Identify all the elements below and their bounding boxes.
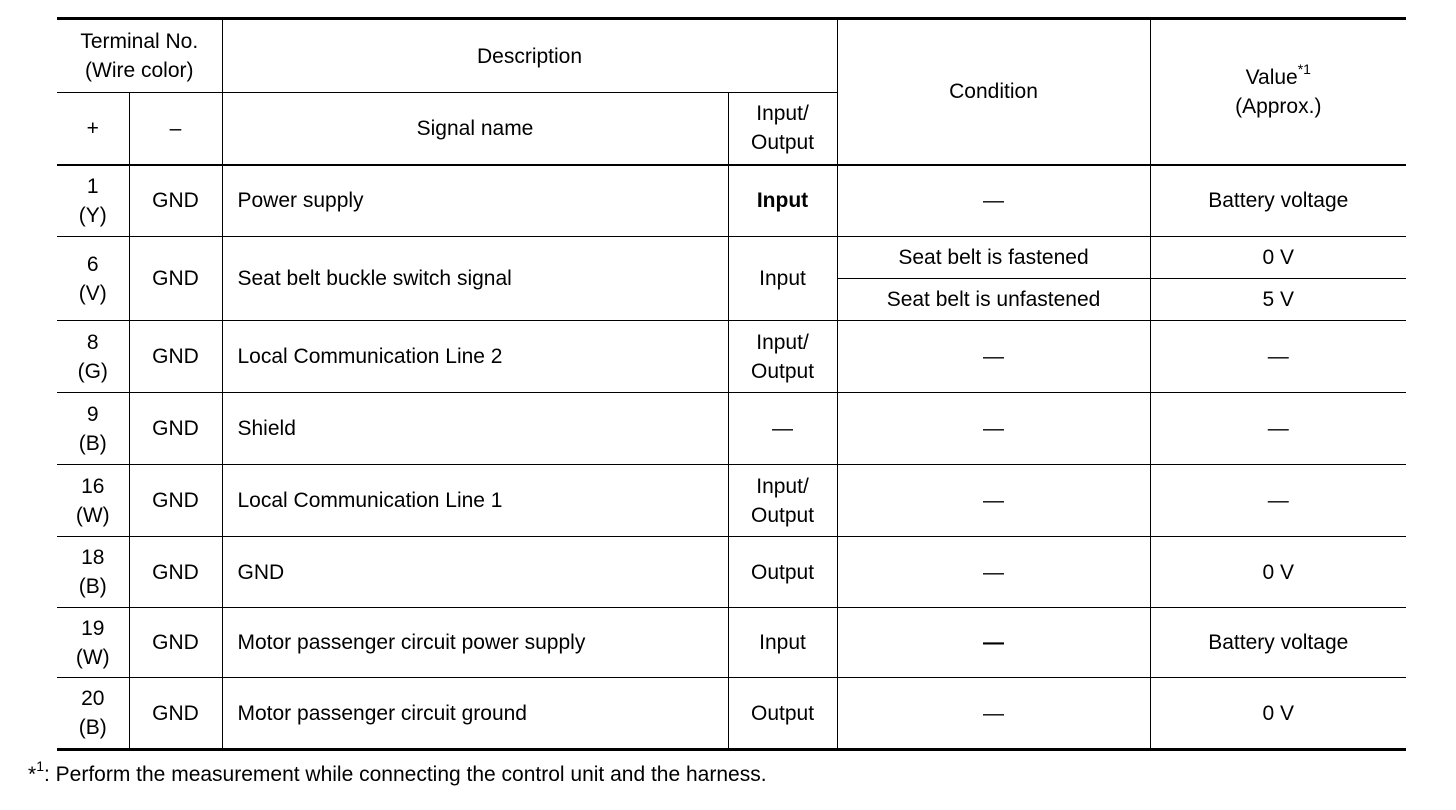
- terminal-number: 18: [81, 546, 105, 569]
- terminal-number: 8: [86, 330, 99, 354]
- wire-color: (G): [77, 359, 108, 383]
- wire-color: (B): [78, 431, 107, 455]
- value-cell: —: [1150, 465, 1406, 537]
- table-row: [57, 608, 1406, 678]
- io-line1: Input/: [756, 330, 809, 354]
- header-signal-name: Signal name: [222, 93, 728, 165]
- value-cell: —: [1150, 393, 1406, 465]
- io-line2: Output: [750, 359, 815, 383]
- terminal-number: 16: [81, 474, 105, 498]
- condition-cell: —: [837, 608, 1150, 678]
- header-input-output: [728, 93, 837, 165]
- terminal-cell: [57, 237, 129, 321]
- value-cell: Battery voltage: [1150, 165, 1406, 237]
- header-plus: +: [57, 93, 129, 165]
- io-line1: Input: [756, 189, 809, 213]
- terminal-cell: [57, 608, 129, 678]
- header-minus: –: [129, 93, 222, 165]
- io-line1: Output: [750, 560, 815, 584]
- wire-color: (W): [75, 503, 110, 527]
- terminal-number: 19: [81, 616, 105, 640]
- table-row: [57, 465, 1406, 537]
- header-io-line1: Input/: [756, 102, 809, 126]
- io-cell: [728, 165, 837, 237]
- signal-name-cell: Motor passenger circuit ground: [222, 678, 728, 750]
- condition-cell-unfastened: Seat belt is unfastened: [837, 279, 1150, 321]
- io-line1: Input: [759, 267, 806, 290]
- wire-color: (B): [78, 716, 107, 739]
- signal-name-cell: Power supply: [222, 165, 728, 237]
- condition-cell-fastened: Seat belt is fastened: [837, 237, 1150, 279]
- signal-name-cell: Motor passenger circuit power supply: [222, 608, 728, 678]
- ground-cell: GND: [129, 465, 222, 537]
- footnote-text: : Perform the measurement while connecting the control unit and the harness.: [43, 763, 767, 786]
- footnote: [28, 760, 767, 789]
- header-approx-label: (Approx.): [1235, 94, 1322, 118]
- ground-cell: GND: [129, 393, 222, 465]
- value-cell: 0 V: [1150, 678, 1406, 750]
- ground-cell: GND: [129, 537, 222, 608]
- terminal-number: 1: [86, 174, 99, 198]
- table-row: [57, 537, 1406, 608]
- signal-name-cell: Local Communication Line 2: [222, 321, 728, 393]
- io-cell: [728, 465, 837, 537]
- io-line1: —: [772, 417, 793, 440]
- io-line1: Input/: [756, 474, 809, 498]
- condition-cell: —: [837, 321, 1150, 393]
- condition-cell: —: [837, 465, 1150, 537]
- wire-color: (V): [78, 281, 107, 305]
- ground-cell: GND: [129, 237, 222, 321]
- table-row: [57, 237, 1406, 279]
- io-cell: [728, 537, 837, 608]
- header-wire-color-label: (Wire color): [85, 59, 194, 82]
- wire-color: (W): [75, 645, 110, 669]
- io-cell: [728, 321, 837, 393]
- io-cell: [728, 393, 837, 465]
- header-value-label: Value: [1245, 65, 1298, 89]
- header-description: Description: [222, 19, 837, 93]
- value-cell-unfastened: 5 V: [1150, 279, 1406, 321]
- terminal-number: 6: [86, 252, 99, 276]
- terminal-number: 20: [81, 687, 105, 710]
- condition-cell: —: [837, 393, 1150, 465]
- io-line1: Output: [750, 701, 815, 725]
- value-cell-fastened: 0 V: [1150, 237, 1406, 279]
- footnote-number: 1: [36, 758, 44, 774]
- io-line1: Input: [759, 631, 806, 654]
- value-cell: Battery voltage: [1150, 608, 1406, 678]
- io-cell: [728, 678, 837, 750]
- ground-cell: GND: [129, 165, 222, 237]
- io-cell: [728, 237, 837, 321]
- terminal-cell: [57, 678, 129, 750]
- terminal-cell: [57, 465, 129, 537]
- table-row: [57, 678, 1406, 750]
- header-value-footnote-mark: *1: [1297, 60, 1311, 77]
- terminal-number: 9: [86, 402, 99, 426]
- footnote-mark: *: [28, 763, 37, 786]
- signal-name-cell: GND: [222, 537, 728, 608]
- signal-name-cell: Shield: [222, 393, 728, 465]
- header-value: [1150, 19, 1406, 165]
- wire-color: (B): [78, 575, 107, 598]
- signal-name-cell: Seat belt buckle switch signal: [222, 237, 728, 321]
- table-row: [57, 393, 1406, 465]
- condition-cell: —: [837, 165, 1150, 237]
- table-row: [57, 321, 1406, 393]
- terminal-cell: [57, 321, 129, 393]
- wire-color: (Y): [78, 203, 107, 227]
- table-row: [57, 165, 1406, 237]
- ground-cell: GND: [129, 321, 222, 393]
- header-io-line2: Output: [750, 131, 815, 155]
- terminal-cell: [57, 537, 129, 608]
- terminal-cell: [57, 165, 129, 237]
- condition-cell: —: [837, 537, 1150, 608]
- terminal-cell: [57, 393, 129, 465]
- value-cell: —: [1150, 321, 1406, 393]
- header-condition: Condition: [837, 19, 1150, 165]
- terminal-table: [57, 17, 1406, 751]
- io-cell: [728, 608, 837, 678]
- io-line2: Output: [750, 503, 815, 527]
- ground-cell: GND: [129, 608, 222, 678]
- ground-cell: GND: [129, 678, 222, 750]
- header-terminal: [57, 19, 222, 93]
- signal-name-cell: Local Communication Line 1: [222, 465, 728, 537]
- value-cell: 0 V: [1150, 537, 1406, 608]
- condition-cell: —: [837, 678, 1150, 750]
- header-terminal-label: Terminal No.: [80, 30, 199, 53]
